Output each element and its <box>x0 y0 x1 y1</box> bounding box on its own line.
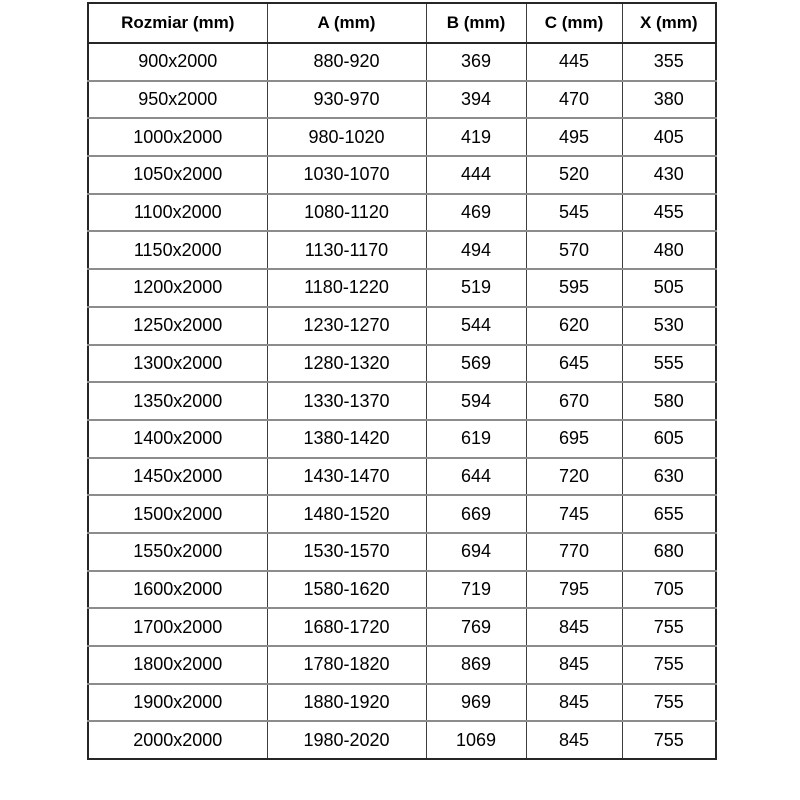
column-header: A (mm) <box>267 3 426 43</box>
table-row <box>88 382 716 420</box>
table-row <box>88 345 716 383</box>
table-cell: 769 <box>426 608 526 646</box>
table-cell: 745 <box>526 495 622 533</box>
table-cell: 555 <box>622 345 716 383</box>
table-cell: 845 <box>526 721 622 759</box>
table-cell: 1900x2000 <box>88 684 267 722</box>
table-cell: 1880-1920 <box>267 684 426 722</box>
table-cell: 469 <box>426 194 526 232</box>
table-cell: 980-1020 <box>267 118 426 156</box>
table-cell: 755 <box>622 721 716 759</box>
table-cell: 1530-1570 <box>267 533 426 571</box>
table-row <box>88 533 716 571</box>
table-cell: 1200x2000 <box>88 269 267 307</box>
table-cell: 1400x2000 <box>88 420 267 458</box>
table-cell: 1700x2000 <box>88 608 267 646</box>
table-row <box>88 571 716 609</box>
table-cell: 720 <box>526 458 622 496</box>
size-table <box>87 2 717 760</box>
table-row <box>88 495 716 533</box>
table-cell: 1069 <box>426 721 526 759</box>
table-row <box>88 307 716 345</box>
table-cell: 570 <box>526 231 622 269</box>
table-cell: 1450x2000 <box>88 458 267 496</box>
table-cell: 505 <box>622 269 716 307</box>
table-cell: 1680-1720 <box>267 608 426 646</box>
table-cell: 695 <box>526 420 622 458</box>
table-cell: 1280-1320 <box>267 345 426 383</box>
table-cell: 1230-1270 <box>267 307 426 345</box>
column-header: C (mm) <box>526 3 622 43</box>
table-cell: 1300x2000 <box>88 345 267 383</box>
table-row <box>88 118 716 156</box>
table-cell: 419 <box>426 118 526 156</box>
table-row <box>88 420 716 458</box>
table-cell: 1500x2000 <box>88 495 267 533</box>
table-cell: 394 <box>426 81 526 119</box>
table-cell: 680 <box>622 533 716 571</box>
table-cell: 1480-1520 <box>267 495 426 533</box>
table-row <box>88 608 716 646</box>
table-cell: 845 <box>526 646 622 684</box>
table-cell: 770 <box>526 533 622 571</box>
column-header: Rozmiar (mm) <box>88 3 267 43</box>
table-cell: 1550x2000 <box>88 533 267 571</box>
table-cell: 1050x2000 <box>88 156 267 194</box>
table-cell: 380 <box>622 81 716 119</box>
table-row <box>88 721 716 759</box>
table-cell: 470 <box>526 81 622 119</box>
table-cell: 1130-1170 <box>267 231 426 269</box>
table-row <box>88 156 716 194</box>
table-cell: 619 <box>426 420 526 458</box>
table-cell: 845 <box>526 608 622 646</box>
column-header: B (mm) <box>426 3 526 43</box>
table-cell: 495 <box>526 118 622 156</box>
table-cell: 1800x2000 <box>88 646 267 684</box>
table-cell: 605 <box>622 420 716 458</box>
table-cell: 969 <box>426 684 526 722</box>
table-cell: 1150x2000 <box>88 231 267 269</box>
table-cell: 580 <box>622 382 716 420</box>
table-cell: 545 <box>526 194 622 232</box>
table-cell: 1100x2000 <box>88 194 267 232</box>
table-cell: 1330-1370 <box>267 382 426 420</box>
column-header: X (mm) <box>622 3 716 43</box>
table-cell: 755 <box>622 646 716 684</box>
table-cell: 1780-1820 <box>267 646 426 684</box>
table-cell: 705 <box>622 571 716 609</box>
table-cell: 444 <box>426 156 526 194</box>
table-cell: 1600x2000 <box>88 571 267 609</box>
table-cell: 480 <box>622 231 716 269</box>
table-row <box>88 458 716 496</box>
table-cell: 719 <box>426 571 526 609</box>
table-row <box>88 269 716 307</box>
table-row <box>88 231 716 269</box>
table-cell: 845 <box>526 684 622 722</box>
table-cell: 620 <box>526 307 622 345</box>
table-cell: 445 <box>526 43 622 81</box>
table-cell: 1080-1120 <box>267 194 426 232</box>
table-row <box>88 646 716 684</box>
table-cell: 644 <box>426 458 526 496</box>
table-header-row <box>88 3 716 43</box>
table-cell: 755 <box>622 608 716 646</box>
table-cell: 544 <box>426 307 526 345</box>
table-row <box>88 43 716 81</box>
table-cell: 1350x2000 <box>88 382 267 420</box>
table-cell: 520 <box>526 156 622 194</box>
table-cell: 900x2000 <box>88 43 267 81</box>
table-cell: 594 <box>426 382 526 420</box>
table-cell: 430 <box>622 156 716 194</box>
table-cell: 455 <box>622 194 716 232</box>
table-cell: 1180-1220 <box>267 269 426 307</box>
table-cell: 1980-2020 <box>267 721 426 759</box>
table-row <box>88 194 716 232</box>
table-cell: 1580-1620 <box>267 571 426 609</box>
table-cell: 530 <box>622 307 716 345</box>
table-cell: 519 <box>426 269 526 307</box>
table-cell: 595 <box>526 269 622 307</box>
table-cell: 645 <box>526 345 622 383</box>
table-cell: 669 <box>426 495 526 533</box>
table-cell: 670 <box>526 382 622 420</box>
table-cell: 369 <box>426 43 526 81</box>
table-cell: 655 <box>622 495 716 533</box>
table-cell: 1250x2000 <box>88 307 267 345</box>
table-row <box>88 81 716 119</box>
table-row <box>88 684 716 722</box>
table-cell: 569 <box>426 345 526 383</box>
table-cell: 405 <box>622 118 716 156</box>
table-cell: 795 <box>526 571 622 609</box>
table-cell: 880-920 <box>267 43 426 81</box>
table-cell: 950x2000 <box>88 81 267 119</box>
table-cell: 869 <box>426 646 526 684</box>
table-cell: 630 <box>622 458 716 496</box>
table-cell: 1430-1470 <box>267 458 426 496</box>
table-cell: 930-970 <box>267 81 426 119</box>
table-cell: 1380-1420 <box>267 420 426 458</box>
table-cell: 2000x2000 <box>88 721 267 759</box>
table-cell: 694 <box>426 533 526 571</box>
table-cell: 1000x2000 <box>88 118 267 156</box>
table-cell: 355 <box>622 43 716 81</box>
table-cell: 494 <box>426 231 526 269</box>
table-cell: 1030-1070 <box>267 156 426 194</box>
table-cell: 755 <box>622 684 716 722</box>
